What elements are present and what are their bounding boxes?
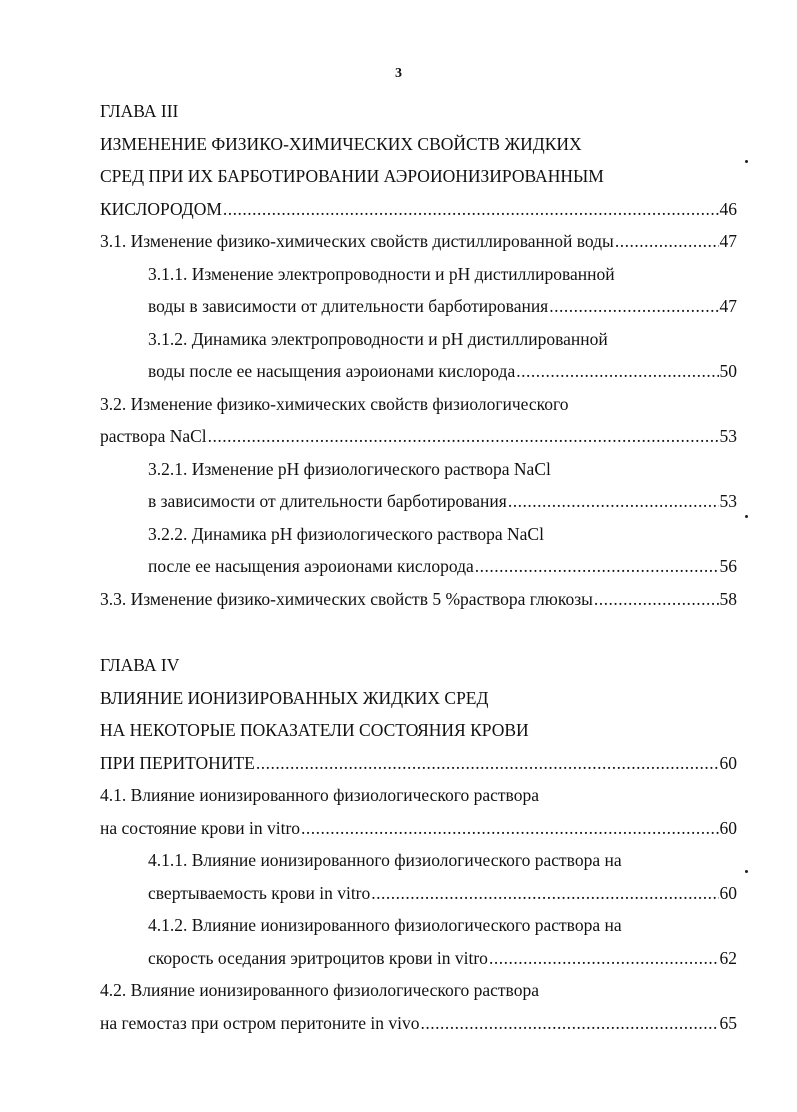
section-title: раствора NaCl [100,426,207,446]
chapter-3-page: 46 [719,198,737,219]
section-title: 3.1. Изменение физико-химических свойств дистиллированной воды [100,231,614,251]
section-title: скорость оседания эритроцитов крови in vitro [148,947,488,968]
section-page: 53 [719,426,737,446]
toc-entry [100,485,737,518]
section-page: 58 [719,588,737,609]
toc-entry [100,812,737,845]
section-page: 65 [719,1012,737,1033]
chapter-4-page: 60 [719,752,737,773]
chapter-gap [100,615,737,649]
section-page: 60 [719,882,737,903]
section-page: 47 [719,296,737,316]
section-title: в зависимости от длительности барботирования [148,491,507,511]
dot-leader [208,420,719,453]
section-page: 56 [719,556,737,576]
toc-entry [100,942,737,975]
chapter-4-label: ГЛАВА IV [100,655,180,675]
dot-leader [223,193,719,226]
dot-leader [508,485,719,518]
section-title-line: 3.1.1. Изменение электропроводности и pH дистиллированной [148,263,615,284]
scan-speck [745,160,748,163]
toc-entry [100,583,737,616]
section-page: 50 [719,361,737,381]
toc-entry [100,550,737,583]
dot-leader [594,583,719,616]
section-title: после ее насыщения аэроионами кислорода [148,556,474,576]
section-title: на состояние крови in vitro [100,817,301,838]
section-title: воды после ее насыщения аэроионами кислорода [148,361,516,381]
toc-entry [100,225,737,258]
table-of-contents [100,95,737,1039]
section-title-line: 3.2. Изменение физико-химических свойств физиологического [100,393,569,414]
section-title-line: 4.2. Влияние ионизированного физиологического раствора [100,980,539,1000]
section-page: 60 [719,817,737,838]
section-title: 3.3. Изменение физико-химических свойств 5 %раствора глюкозы [100,588,593,609]
dot-leader [371,877,718,910]
toc-entry [100,1007,737,1040]
dot-leader [421,1007,719,1040]
section-title-line: 3.2.1. Изменение pH физиологического раствора NaCl [148,458,551,479]
chapter-3-title-entry [100,193,737,226]
chapter-3-title-line: СРЕД ПРИ ИХ БАРБОТИРОВАНИИ АЭРОИОНИЗИРОВАННЫМ [100,166,604,186]
section-title-line: 3.2.2. Динамика pH физиологического раствора NaCl [148,523,544,544]
toc-entry [100,877,737,910]
section-page: 62 [719,947,737,968]
chapter-4-title-entry [100,747,737,780]
chapter-4-title-line: ВЛИЯНИЕ ИОНИЗИРОВАННЫХ ЖИДКИХ СРЕД [100,687,489,708]
section-page: 53 [719,491,737,511]
toc-entry [100,290,737,323]
toc-entry [100,420,737,453]
toc-entry [100,355,737,388]
dot-leader [256,747,719,780]
section-page: 47 [719,231,737,251]
section-title: свертываемость крови in vitro [148,882,371,903]
dot-leader [615,225,719,258]
chapter-4-title-last: ПРИ ПЕРИТОНИТЕ [100,752,255,773]
section-title: на гемостаз при остром перитоните in vivo [100,1012,420,1033]
page-number: 3 [395,66,402,81]
dot-leader [489,942,719,975]
section-title-line: 4.1. Влияние ионизированного физиологического раствора [100,785,539,805]
dot-leader [301,812,718,845]
chapter-4-title-line: НА НЕКОТОРЫЕ ПОКАЗАТЕЛИ СОСТОЯНИЯ КРОВИ [100,720,529,740]
chapter-3-label: ГЛАВА III [100,101,179,121]
scan-speck [745,870,748,873]
chapter-3-title-line: ИЗМЕНЕНИЕ ФИЗИКО-ХИМИЧЕСКИХ СВОЙСТВ ЖИДКИХ [100,133,582,154]
chapter-3-title-last: КИСЛОРОДОМ [100,198,222,219]
section-title-line: 4.1.2. Влияние ионизированного физиологического раствора на [148,915,622,935]
dot-leader [475,550,719,583]
section-title: воды в зависимости от длительности барботирования [148,296,549,316]
section-title-line: 4.1.1. Влияние ионизированного физиологического раствора на [148,850,622,870]
dot-leader [516,355,718,388]
section-title-line: 3.1.2. Динамика электропроводности и pH дистиллированной [148,328,608,349]
scan-speck [745,515,748,518]
dot-leader [549,290,718,323]
